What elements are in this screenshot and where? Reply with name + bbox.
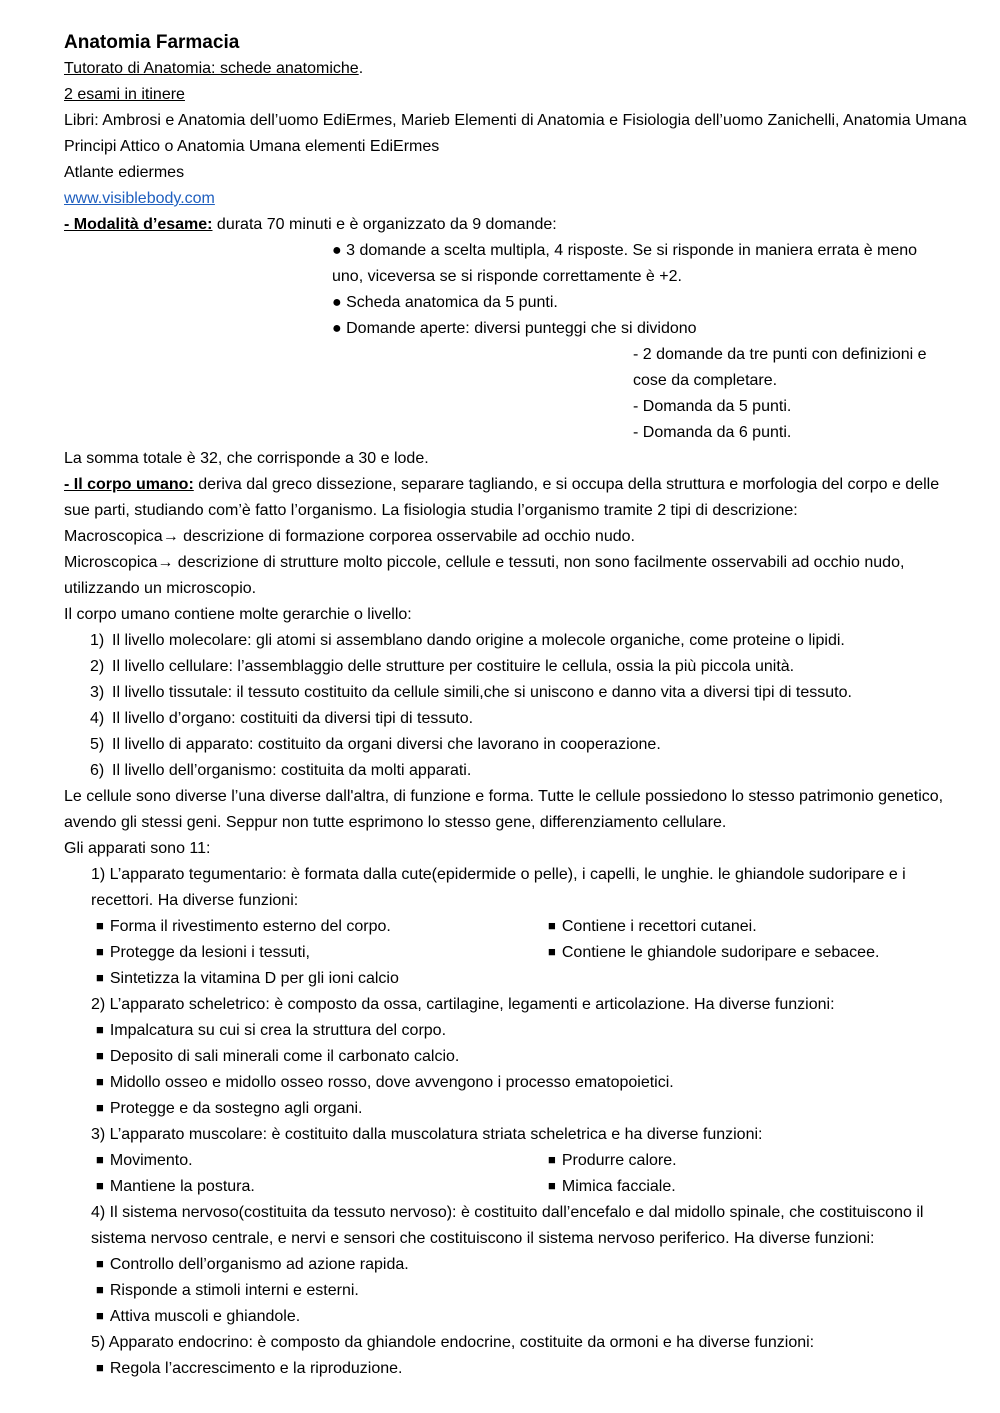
modalita-item: ● Domande aperte: diversi punteggi che si dividono [332,320,697,337]
list-text: Il livello molecolare: gli atomi si assemblano dando origine a molecole organiche, come proteine o lipidi. [112,632,845,649]
aperte-item: - Domanda da 6 punti. [633,424,792,441]
bullet-item: ■ Contiene le ghiandole sudoripare e sebacee. [548,940,879,966]
cellule-paragraph: Le cellule sono diverse l’una diverse dall'altra, di funzione e forma. Tutte le cellule possiedono lo stesso patrimonio genetico, avendo gli stessi geni. Seppur non tutte esprimono lo stesso gene, differenziamento cellulare. [64,788,944,831]
macro-line: Macroscopica→ descrizione di formazione corporea osservabile ad occhio nudo. [64,528,635,545]
apparato-heading: 5) Apparato endocrino: è composto da ghiandole endocrine, costituite da ormoni e ha diverse funzioni: [91,1334,815,1351]
modalita-item: ● 3 domande a scelta multipla, 4 risposte. Se si risponde in maniera errata è meno [332,242,918,259]
document-page [64,30,969,1382]
list-item [64,680,969,706]
bullet-item: ■ Mimica facciale. [548,1174,677,1200]
corpo-text: deriva dal greco dissezione, separare tagliando, e si occupa della struttura e morfologia del corpo e delle sue parti, studiando com’è fatto l’organismo. La fisiologia studia l’organismo tramite 2 tipi di descrizione: [64,476,940,519]
apparato-heading: 4) Il sistema nervoso(costituita da tessuto nervoso): è costituito dall’encefalo e dal midollo spinale, che costituiscono il sistema nervoso centrale, e nervi e sensori che costituiscono il sistema nervoso periferico. Ha diverse funzioni: [91,1204,924,1247]
list-item [64,706,969,732]
document-title: Anatomia Farmacia [64,32,240,53]
bullet-item: ■ Forma il rivestimento esterno del corpo. [64,914,548,940]
bullet-item: ■ Midollo osseo e midollo osseo rosso, dove avvengono i processo ematopoietici. [64,1070,969,1096]
bullet-item: ■ Mantiene la postura. [64,1174,548,1200]
modalita-text: durata 70 minuti e è organizzato da 9 domande: [212,216,557,233]
bullet-item: ■ Contiene i recettori cutanei. [548,914,879,940]
list-item [64,758,969,784]
bullet-item: ■ Sintetizza la vitamina D per gli ioni calcio [64,966,548,992]
list-item [64,732,969,758]
gerarchie-line: Il corpo umano contiene molte gerarchie o livello: [64,606,412,623]
list-text: Il livello dell’organismo: costituita da molti apparati. [112,762,472,779]
list-number: 3) [90,684,105,701]
apparato-heading: 2) L’apparato scheletrico: è composto da ossa, cartilagine, legamenti e articolazione. Ha diverse funzioni: [91,996,835,1013]
modalita-line [64,212,969,238]
apparato-heading: 1) L’apparato tegumentario: è formata dalla cute(epidermide o pelle), i capelli, le unghie. le ghiandole sudoripare e i recettori. Ha diverse funzioni: [91,866,906,909]
somma-line: La somma totale è 32, che corrisponde a 30 e lode. [64,450,429,467]
bullet-item: ■ Attiva muscoli e ghiandole. [64,1304,969,1330]
aperte-item: - 2 domande da tre punti con definizioni e [633,346,927,363]
list-item [64,654,969,680]
list-item [64,628,969,654]
list-text: Il livello tissutale: il tessuto costituito da cellule simili,che si uniscono e danno vita a diversi tipi di tessuto. [112,684,852,701]
list-text: Il livello d’organo: costituiti da diversi tipi di tessuto. [112,710,474,727]
visiblebody-link[interactable]: www.visiblebody.com [64,190,215,207]
esami-line: 2 esami in itinere [64,86,185,103]
list-text: Il livello cellulare: l’assemblaggio delle strutture per costituire le cellula, ossia la più piccola unità. [112,658,795,675]
corpo-paragraph [64,472,969,524]
apparato-heading: 3) L’apparato muscolare: è costituito dalla muscolatura striata scheletrica e ha diverse funzioni: [91,1126,763,1143]
bullet-columns [64,1148,969,1200]
libri-paragraph: Libri: Ambrosi e Anatomia dell’uomo EdiErmes, Marieb Elementi di Anatomia e Fisiologia dell’uomo Zanichelli, Anatomia Umana Principi Attico o Anatomia Umana elementi EdiErmes [64,112,967,155]
atlante-line: Atlante ediermes [64,164,185,181]
tutorato-text: Tutorato di Anatomia: schede anatomiche [64,60,359,77]
apparati-intro: Gli apparati sono 11: [64,840,211,857]
micro-paragraph: Microscopica→ descrizione di strutture molto piccole, cellule e tessuti, non sono facilmente osservabili ad occhio nudo, utilizzando un microscopio. [64,554,905,597]
list-number: 6) [90,762,105,779]
aperte-item: cose da completare. [633,372,778,389]
modalita-item: ● Scheda anatomica da 5 punti. [332,294,558,311]
list-number: 4) [90,710,105,727]
bullet-item: ■ Protegge da lesioni i tessuti, [64,940,548,966]
bullet-columns [64,914,969,992]
modalita-label: - Modalità d’esame: [64,216,213,233]
bullet-item: ■ Impalcatura su cui si crea la struttura del corpo. [64,1018,969,1044]
bullet-item: ■ Risponde a stimoli interni e esterni. [64,1278,969,1304]
modalita-item: uno, viceversa se si risponde correttamente è +2. [332,268,682,285]
bullet-item: ■ Produrre calore. [548,1148,677,1174]
bullet-item: ■ Protegge e da sostegno agli organi. [64,1096,969,1122]
bullet-item: ■ Regola l’accrescimento e la riproduzione. [64,1356,969,1382]
list-number: 5) [90,736,105,753]
corpo-label: - Il corpo umano: [64,476,194,493]
tutorato-line [64,56,969,82]
bullet-item: ■ Controllo dell’organismo ad azione rapida. [64,1252,969,1278]
tutorato-suffix: . [358,60,364,77]
list-text: Il livello di apparato: costituito da organi diversi che lavorano in cooperazione. [112,736,661,753]
list-number: 1) [90,632,105,649]
bullet-item: ■ Movimento. [64,1148,548,1174]
bullet-item: ■ Deposito di sali minerali come il carbonato calcio. [64,1044,969,1070]
aperte-item: - Domanda da 5 punti. [633,398,792,415]
list-number: 2) [90,658,105,675]
